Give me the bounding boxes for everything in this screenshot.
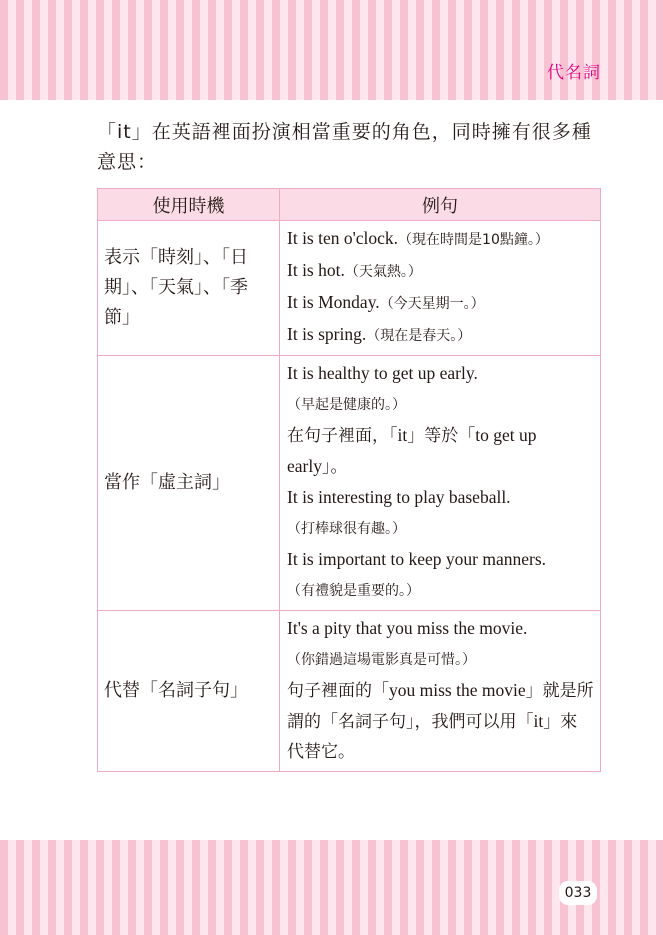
usage-examples-dummy-subject — [280, 356, 601, 611]
example-sentence: It's a pity that you miss the movie. — [287, 618, 528, 638]
table-row — [98, 221, 601, 356]
usage-examples-time — [280, 221, 601, 356]
example-sentence: It is hot.（天氣熱。） — [287, 260, 422, 280]
example-sentence: It is ten o'clock.（現在時間是10點鐘。） — [287, 228, 549, 248]
header-examples: 例句 — [280, 189, 601, 221]
usage-when-dummy-subject: 當作「虛主詞」 — [98, 356, 280, 611]
header-when: 使用時機 — [98, 189, 280, 221]
example-translation: （有禮貌是重要的。） — [287, 583, 420, 599]
example-translation: （打棒球很有趣。） — [287, 521, 406, 537]
explanation-note: 句子裡面的「you miss the movie」就是所謂的「名詞子句」，我們可以用「it」來代替它。 — [287, 680, 594, 762]
table-row — [98, 356, 601, 611]
example-sentence: It is interesting to play baseball. — [287, 487, 511, 507]
usage-examples-noun-clause — [280, 611, 601, 772]
explanation-note: 在句子裡面，「it」等於「to get up early」。 — [287, 425, 537, 477]
example-sentence: It is important to keep your manners. — [287, 549, 547, 569]
chapter-title: 代名詞 — [547, 63, 601, 83]
example-sentence: It is healthy to get up early.（早起是健康的。） — [287, 363, 478, 413]
usage-when-time: 表示「時刻」、「日期」、「天氣」、「季節」 — [98, 221, 280, 356]
table-header-row — [98, 189, 601, 221]
intro-paragraph: 「it」在英語裡面扮演相當重要的角色，同時擁有很多種意思： — [97, 121, 592, 173]
usage-when-noun-clause: 代替「名詞子句」 — [98, 611, 280, 772]
example-sentence: It is Monday.（今天星期一。） — [287, 292, 485, 312]
top-stripe-band — [0, 0, 663, 100]
page-number: 033 — [559, 881, 597, 905]
table-row — [98, 611, 601, 772]
usage-table — [97, 188, 601, 772]
example-sentence: It is spring.（現在是春天。） — [287, 324, 472, 344]
example-translation: （你錯過這場電影真是可惜。） — [287, 652, 476, 668]
